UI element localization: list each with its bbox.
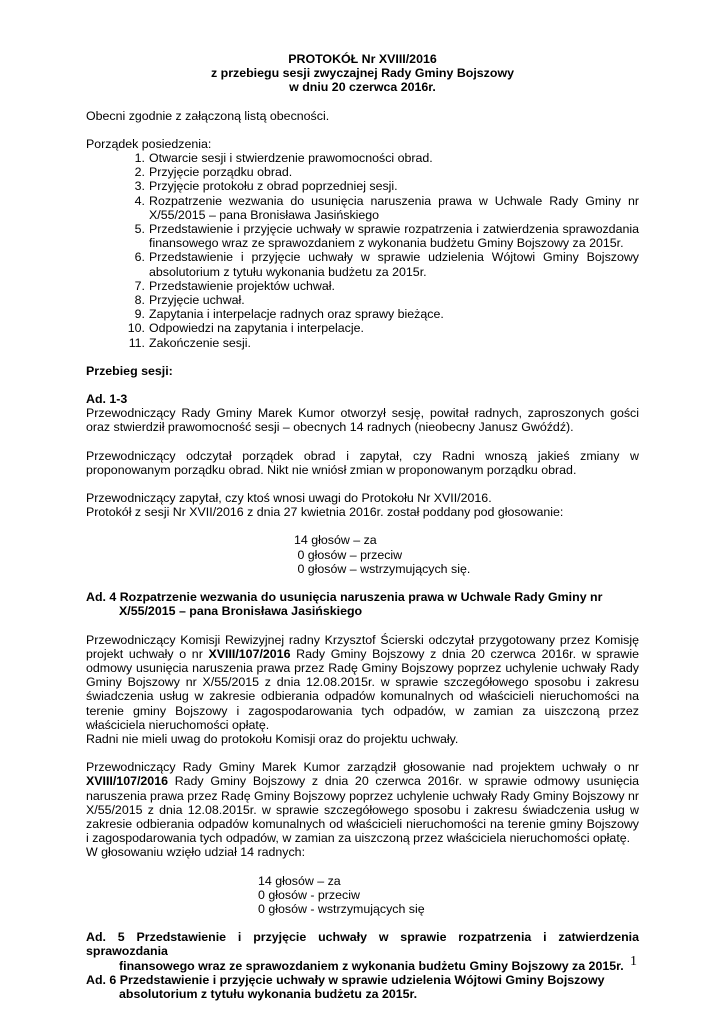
ad13-paragraph-3a: Przewodniczący zapytał, czy ktoś wnosi uwagi do Protokołu Nr XVII/2016. <box>86 491 492 506</box>
agenda-item-number: 9. <box>134 307 145 322</box>
ad6-heading-line2: absolutorium z tytułu wykonania budżetu za 2015r. <box>119 986 418 1001</box>
agenda-item-text: Przedstawienie i przyjęcie uchwały w sprawie rozpatrzenia i zatwierdzenia sprawozdania finansowego wraz ze sprawozdaniem z wykonania budżetu Gminy Bojszowy za 2015r. <box>149 222 639 251</box>
ad4-paragraph-1 <box>86 633 639 732</box>
ad13-paragraph-2: Przewodniczący odczytał porządek obrad i zapytał, czy Radni wnoszą jakieś zmiany w proponowanym porządku obrad. Nikt nie wniósł zmian w proponowanym porządku obrad. <box>86 448 639 477</box>
ad5-heading <box>86 930 639 973</box>
vote-for: 14 głosów – za <box>258 873 341 888</box>
agenda-item-number: 11. <box>128 335 145 350</box>
agenda-item-number: 1. <box>134 151 145 166</box>
session-title: Przebieg sesji: <box>86 363 173 378</box>
agenda-item <box>86 151 639 165</box>
document-header <box>86 52 639 95</box>
protocol-title: PROTOKÓŁ Nr XVIII/2016 <box>288 52 437 66</box>
ad4-p1-resolution-number: XVIII/107/2016 <box>208 646 291 661</box>
agenda-item-number: 4. <box>134 193 145 208</box>
agenda-item-number: 2. <box>134 165 145 180</box>
vote-against: 0 głosów - przeciw <box>258 887 360 902</box>
ad13-paragraph-3b: Protokół z sesji Nr XVII/2016 z dnia 27 kwietnia 2016r. został poddany pod głosowanie: <box>86 505 564 520</box>
agenda-item-text: Przyjęcie uchwał. <box>149 293 245 308</box>
ad4-votes <box>86 874 639 917</box>
ad4-paragraph-2: Radni nie mieli uwag do protokołu Komisji oraz do projektu uchwały. <box>86 731 459 746</box>
agenda-item-number: 6. <box>134 250 145 265</box>
vote-for: 14 głosów – za <box>294 533 377 548</box>
agenda-item-text: Rozpatrzenie wezwania do usunięcia naruszenia prawa w Uchwale Rady Gminy nr X/55/2015 – pana Bronisława Jasińskiego <box>149 193 639 222</box>
ad4-p3-text-b: Rady Gminy Bojszowy z dnia 20 czerwca 2016r. w sprawie odmowy usunięcia naruszenia prawa przez Radę Gminy Bojszowy poprzez uchylenie uchwały Rady Gminy Bojszowy nr X/55/2015 z dnia 12.08.2015r. w sprawie szczegółowego sposobu i zakresu świadczenia usług w zakresie odbierania odpadów komunalnych od właścicieli nieruchomości na terenie gminy Bojszowy i zagospodarowania tych odpadów, w zamian za uiszczoną przez właściciela nieruchomości opłatę. <box>86 774 639 846</box>
protocol-subtitle: z przebiegu sesji zwyczajnej Rady Gminy Bojszowy <box>211 66 514 81</box>
agenda-item-text: Przyjęcie porządku obrad. <box>149 165 293 180</box>
ad13-votes <box>86 533 639 576</box>
ad4-heading-line1: Ad. 4 Rozpatrzenie wezwania do usunięcia naruszenia prawa w Uchwale Rady Gminy nr <box>86 590 603 605</box>
agenda-item-text: Otwarcie sesji i stwierdzenie prawomocności obrad. <box>149 151 433 166</box>
agenda-item <box>86 179 639 193</box>
agenda-item <box>86 250 639 278</box>
ad4-paragraph-3 <box>86 760 639 845</box>
ad5-heading-line2: finansowego wraz ze sprawozdaniem z wykonania budżetu Gminy Bojszowy za 2015r. <box>119 958 624 973</box>
agenda-item-number: 8. <box>134 293 145 308</box>
agenda-item <box>86 336 639 350</box>
agenda-title: Porządek posiedzenia: <box>86 136 212 151</box>
agenda-item-text: Zapytania i interpelacje radnych oraz sprawy bieżące. <box>149 307 444 322</box>
agenda-item <box>86 307 639 321</box>
agenda-item <box>86 293 639 307</box>
ad5-heading-line1: Ad. 5 Przedstawienie i przyjęcie uchwały w sprawie rozpatrzenia i zatwierdzenia sprawozdania <box>86 930 639 959</box>
agenda-item <box>86 279 639 293</box>
ad4-p3-text-a: Przewodniczący Rady Gminy Marek Kumor zarządził głosowanie nad projektem uchwały o nr <box>86 760 639 775</box>
attendance-note: Obecni zgodnie z załączoną listą obecności. <box>86 108 330 123</box>
agenda-item-number: 3. <box>134 179 145 194</box>
agenda-item-number: 7. <box>134 278 145 293</box>
ad4-p1-text-a: Przewodniczący Komisji Rewizyjnej radny Krzysztof Ścierski odczytał przygotowany przez Komisję projekt uchwały o nr <box>86 632 639 661</box>
agenda-list <box>86 151 639 350</box>
agenda-item-text: Zakończenie sesji. <box>149 335 251 350</box>
agenda-item-text: Odpowiedzi na zapytania i interpelacje. <box>149 321 364 336</box>
agenda-item <box>86 321 639 335</box>
vote-against: 0 głosów – przeciw <box>294 547 403 562</box>
ad4-heading-line2: X/55/2015 – pana Bronisława Jasińskiego <box>119 604 363 619</box>
ad4-paragraph-4: W głosowaniu wzięło udział 14 radnych: <box>86 845 306 860</box>
page-number: 1 <box>630 954 637 969</box>
agenda-item <box>86 194 639 222</box>
vote-abstain: 0 głosów - wstrzymujących się <box>258 901 425 916</box>
ad6-heading <box>86 973 639 1001</box>
agenda-item <box>86 222 639 250</box>
ad4-p3-resolution-number: XVIII/107/2016 <box>86 774 168 789</box>
ad13-paragraph-1: Przewodniczący Rady Gminy Marek Kumor otworzył sesję, powitał radnych, zaproszonych gości oraz stwierdził prawomocność sesji – obecnych 14 radnych (nieobecny Janusz Gwóźdź). <box>86 406 639 435</box>
agenda-item-text: Przyjęcie protokołu z obrad poprzedniej sesji. <box>149 179 398 194</box>
ad13-heading: Ad. 1-3 <box>86 392 128 407</box>
ad4-heading <box>86 590 639 618</box>
agenda-item <box>86 165 639 179</box>
agenda-item-number: 5. <box>134 222 145 237</box>
protocol-date: w dniu 20 czerwca 2016r. <box>289 80 436 95</box>
agenda-item-text: Przedstawienie projektów uchwał. <box>149 278 335 293</box>
agenda-item-number: 10. <box>127 321 145 336</box>
vote-abstain: 0 głosów – wstrzymujących się. <box>294 561 471 576</box>
ad4-p1-text-b: Rady Gminy Bojszowy z dnia 20 czerwca 2016r. w sprawie odmowy usunięcia naruszenia prawa przez Radę Gminy Bojszowy poprzez uchylenie uchwały Rady Gminy Bojszowy nr X/55/2015 z dnia 12.08.2015r. w sprawie szczegółowego sposobu i zakresu świadczenia usług w zakresie odbierania odpadów komunalnych od właścicieli nieruchomości na terenie gminy Bojszowy i zagospodarowania tych odpadów, w zamian za uiszczoną przez właściciela nieruchomości opłatę. <box>86 646 639 732</box>
ad6-heading-line1: Ad. 6 Przedstawienie i przyjęcie uchwały w sprawie udzielenia Wójtowi Gminy Bojszowy <box>86 972 605 987</box>
document-page <box>86 52 639 1001</box>
agenda-item-text: Przedstawienie i przyjęcie uchwały w sprawie udzielenia Wójtowi Gminy Bojszowy absolutorium z tytułu wykonania budżetu za 2015r. <box>149 250 639 279</box>
